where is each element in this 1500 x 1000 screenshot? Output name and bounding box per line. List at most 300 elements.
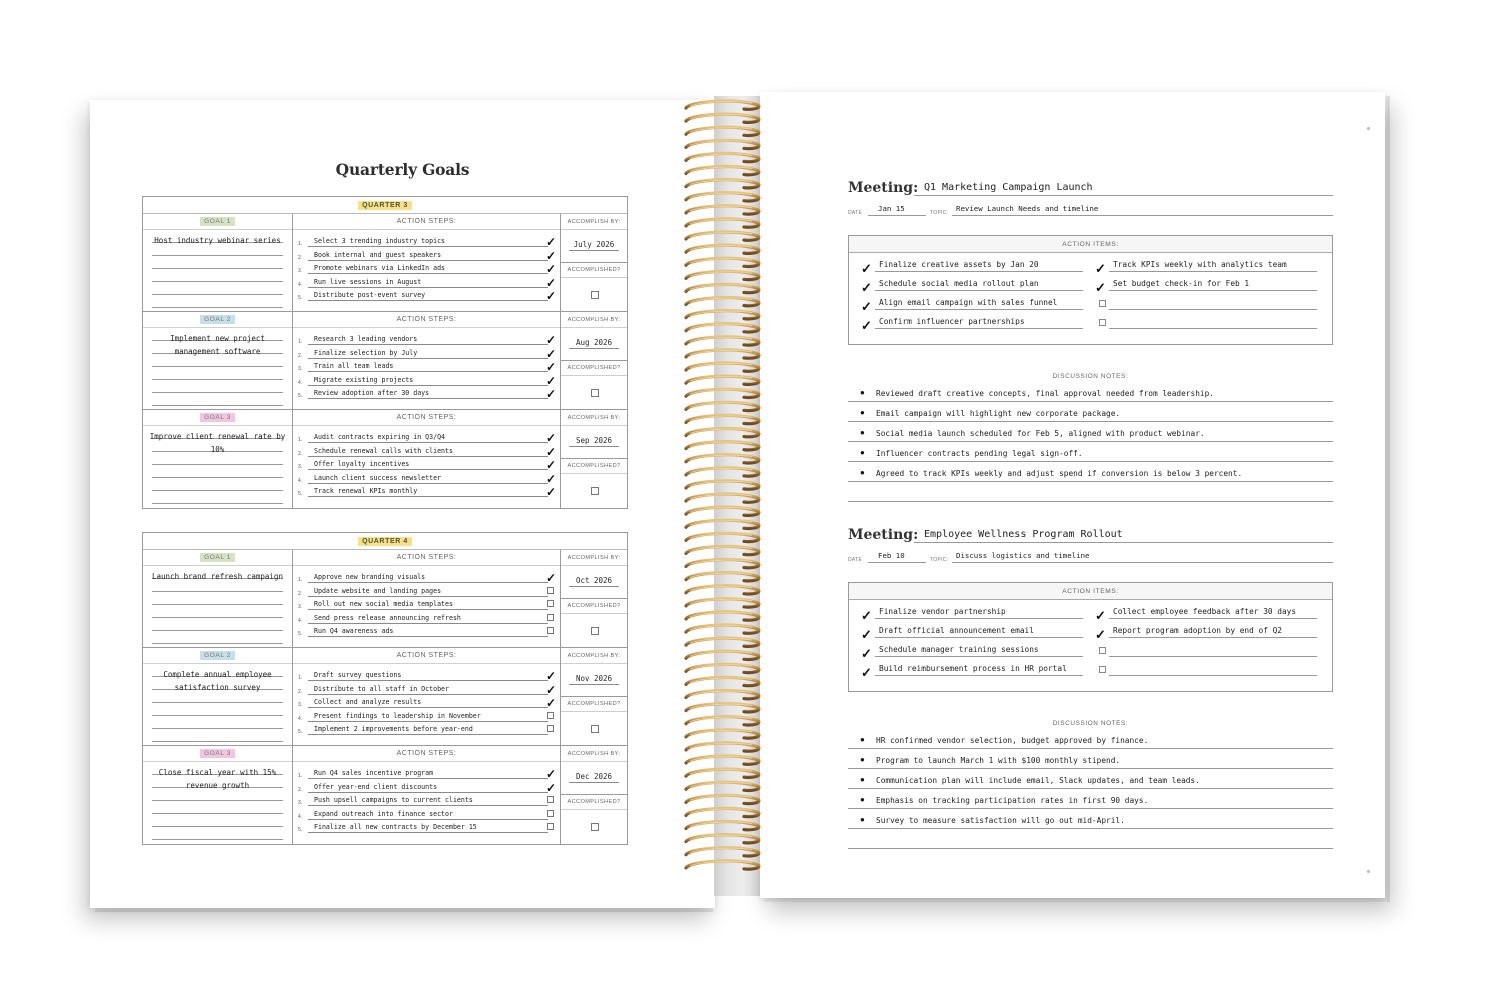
note-text[interactable]: Survey to measure satisfaction will go out mid-April.	[876, 816, 1125, 825]
goal-tag: GOAL 1	[200, 553, 235, 562]
meeting-date[interactable]: Feb 10	[868, 551, 926, 563]
accomplished-checkbox[interactable]	[591, 823, 599, 831]
writing-line	[152, 605, 283, 618]
writing-line	[152, 478, 283, 491]
checkmark-icon[interactable]: ✓	[545, 248, 556, 263]
step-text[interactable]: Offer year-end client discounts	[314, 782, 438, 791]
action-steps-list	[298, 668, 556, 735]
checkmark-icon[interactable]: ✓	[545, 346, 556, 361]
quarterly-goals-page	[90, 100, 715, 908]
step-text[interactable]: Expand outreach into finance sector	[314, 809, 453, 818]
meeting-title[interactable]: Employee Wellness Program Rollout	[914, 529, 1333, 543]
meeting-label: Meeting:	[848, 180, 919, 196]
step-text[interactable]: Draft survey questions	[314, 671, 402, 680]
bullet-icon: ●	[860, 795, 865, 804]
step-text[interactable]: Finalize selection by July	[314, 348, 418, 357]
action-items-box	[848, 235, 1333, 345]
goal-tag: GOAL 3	[200, 749, 235, 758]
action-step	[298, 274, 556, 290]
meeting-notes-page	[760, 92, 1385, 898]
action-checkbox[interactable]	[1099, 666, 1106, 673]
checkmark-icon[interactable]: ✓	[861, 318, 872, 333]
action-item-text[interactable]: Schedule social media rollout plan	[879, 279, 1039, 288]
step-text[interactable]: Migrate existing projects	[314, 375, 414, 384]
writing-line	[152, 380, 283, 393]
note-text[interactable]: HR confirmed vendor selection, budget approved by finance.	[876, 736, 1149, 745]
note-text[interactable]: Program to launch March 1 with $100 monthly stipend.	[876, 756, 1121, 765]
checkmark-icon[interactable]: ✓	[861, 608, 872, 623]
step-text[interactable]: Present findings to leadership in November	[314, 711, 481, 720]
step-checkbox[interactable]	[547, 725, 554, 732]
step-number: 1.	[298, 339, 303, 346]
step-number: 5.	[298, 294, 303, 301]
page-corner-dot	[1367, 870, 1370, 873]
step-text[interactable]: Approve new branding visuals	[314, 573, 426, 582]
goal-column	[143, 214, 293, 311]
accomplished-label: ACCOMPLISHED?	[561, 458, 627, 474]
accomplished-label: ACCOMPLISHED?	[561, 598, 627, 614]
step-text[interactable]: Implement 2 improvements before year-end	[314, 724, 473, 733]
discussion-note	[848, 749, 1333, 769]
discussion-note-blank[interactable]	[848, 829, 1333, 849]
action-item-text[interactable]: Align email campaign with sales funnel	[879, 298, 1058, 307]
action-step	[298, 793, 548, 807]
action-step	[298, 695, 556, 711]
page-corner-dot	[1367, 127, 1370, 130]
accomplish-by-date[interactable]: Oct 2026	[569, 574, 619, 587]
step-text[interactable]: Distribute to all staff in October	[314, 684, 449, 693]
meeting-date[interactable]: Jan 15	[868, 204, 926, 216]
step-number: 5.	[298, 630, 303, 637]
writing-line	[152, 618, 283, 631]
action-step	[298, 779, 556, 795]
step-text[interactable]: Run live sessions in August	[314, 277, 422, 286]
action-steps-header: ACTION STEPS:	[293, 312, 560, 328]
action-item-text[interactable]: Set budget check-in for Feb 1	[1113, 279, 1250, 288]
discussion-note	[848, 809, 1333, 829]
step-checkbox[interactable]	[547, 796, 554, 803]
step-text[interactable]: Distribute post-event survey	[314, 290, 426, 299]
checkmark-icon[interactable]: ✓	[545, 373, 556, 388]
checkmark-icon[interactable]: ✓	[545, 431, 556, 446]
goal-column	[143, 312, 293, 409]
note-text[interactable]: Influencer contracts pending legal sign-off.	[876, 449, 1083, 458]
accomplish-by-label: ACCOMPLISH BY:	[561, 312, 627, 328]
spiral-spine	[714, 96, 762, 896]
goal-tag-wrap	[143, 410, 292, 426]
bullet-icon: ●	[860, 468, 865, 477]
accomplish-by-date[interactable]: Nov 2026	[569, 672, 619, 685]
step-checkbox[interactable]	[547, 823, 554, 830]
action-item-text[interactable]: Build reimbursement process in HR portal	[879, 664, 1067, 673]
step-number: 3.	[298, 464, 303, 471]
discussion-notes-header: DISCUSSION NOTES:	[1052, 720, 1129, 727]
note-text[interactable]: Emphasis on tracking participation rates in first 90 days.	[876, 796, 1149, 805]
action-step	[298, 234, 556, 250]
checkmark-icon[interactable]: ✓	[1095, 280, 1106, 295]
checkmark-icon[interactable]: ✓	[545, 484, 556, 499]
accomplish-by-date[interactable]: Aug 2026	[569, 336, 619, 349]
accomplish-column	[561, 648, 627, 745]
quarter-block	[142, 196, 628, 509]
checkmark-icon[interactable]: ✓	[545, 333, 556, 348]
checkmark-icon[interactable]: ✓	[861, 299, 872, 314]
step-text[interactable]: Update website and landing pages	[314, 586, 442, 595]
action-step	[298, 288, 556, 303]
discussion-note	[848, 382, 1333, 402]
accomplish-by-date[interactable]: July 2026	[569, 238, 619, 251]
writing-line	[152, 592, 283, 605]
action-item-text[interactable]: Finalize vendor partnership	[879, 607, 1006, 616]
step-number: 2.	[298, 352, 303, 359]
checkmark-icon[interactable]: ✓	[861, 261, 872, 276]
action-steps-column	[293, 214, 561, 311]
step-text[interactable]: Run Q4 awareness ads	[314, 626, 394, 635]
checkmark-icon[interactable]: ✓	[861, 627, 872, 642]
step-number: 1.	[298, 241, 303, 248]
writing-line	[152, 282, 283, 295]
accomplish-column	[561, 550, 627, 647]
step-checkbox[interactable]	[547, 712, 554, 719]
action-item-text[interactable]: Track KPIs weekly with analytics team	[1113, 260, 1287, 269]
goal-row	[143, 214, 627, 312]
topic-label: TOPIC:	[930, 210, 949, 216]
step-text[interactable]: Train all team leads	[314, 362, 394, 371]
step-number: 5.	[298, 490, 303, 497]
action-items-header: ACTION ITEMS:	[849, 583, 1332, 600]
step-number: 3.	[298, 366, 303, 373]
goal-row	[143, 746, 627, 844]
discussion-note-blank[interactable]	[848, 482, 1333, 502]
action-item	[1109, 641, 1317, 657]
action-item	[861, 622, 1083, 642]
action-steps-list	[298, 430, 556, 499]
action-step	[298, 610, 548, 624]
goal-row	[143, 550, 627, 648]
step-text[interactable]: Launch client success newsletter	[314, 473, 442, 482]
accomplished-checkbox[interactable]	[591, 627, 599, 635]
step-number: 3.	[298, 800, 303, 807]
checkmark-icon[interactable]: ✓	[1095, 261, 1106, 276]
action-steps-header: ACTION STEPS:	[293, 648, 560, 664]
checkmark-icon[interactable]: ✓	[545, 288, 556, 303]
step-text[interactable]: Promote webinars via LinkedIn ads	[314, 264, 446, 273]
action-step	[298, 570, 556, 586]
checkmark-icon[interactable]: ✓	[545, 360, 556, 375]
accomplished-label: ACCOMPLISHED?	[561, 360, 627, 376]
accomplished-label: ACCOMPLISHED?	[561, 696, 627, 712]
action-item	[1095, 275, 1317, 295]
action-step	[298, 372, 556, 388]
action-item	[1095, 256, 1317, 276]
step-number: 4.	[298, 715, 303, 722]
action-steps-list	[298, 570, 556, 637]
action-steps-header: ACTION STEPS:	[293, 746, 560, 762]
writing-line	[152, 716, 283, 729]
step-number: 5.	[298, 728, 303, 735]
action-item	[861, 294, 1083, 314]
step-number: 1.	[298, 577, 303, 584]
accomplish-column	[561, 410, 627, 508]
action-item-text[interactable]: Draft official announcement email	[879, 626, 1034, 635]
accomplish-by-label: ACCOMPLISH BY:	[561, 410, 627, 426]
action-steps-list	[298, 234, 556, 303]
meeting-label: Meeting:	[848, 527, 919, 543]
writing-line	[152, 801, 283, 814]
meeting-topic[interactable]: Review Launch Needs and timeline	[952, 204, 1333, 216]
quarter-header	[143, 197, 627, 214]
action-step	[298, 386, 556, 401]
action-steps-header: ACTION STEPS:	[293, 214, 560, 230]
action-step	[298, 624, 548, 637]
step-number: 4.	[298, 379, 303, 386]
action-item	[861, 275, 1083, 295]
goal-text[interactable]: Host industry webinar series	[154, 236, 281, 245]
writing-line	[152, 295, 283, 308]
step-text[interactable]: Select 3 trending industry topics	[314, 237, 446, 246]
action-item-text[interactable]: Schedule manager training sessions	[879, 645, 1039, 654]
quarter-block	[142, 532, 628, 845]
step-number: 2.	[298, 254, 303, 261]
note-text[interactable]: Agreed to track KPIs weekly and adjust spend if conversion is below 3 percent.	[876, 469, 1243, 478]
step-text[interactable]: Offer loyalty incentives	[314, 460, 410, 469]
action-step	[298, 443, 556, 459]
discussion-note	[848, 462, 1333, 482]
action-steps-list	[298, 766, 556, 833]
accomplish-column	[561, 746, 627, 844]
quarter-label: QUARTER 3	[358, 201, 412, 210]
goal-text[interactable]: Complete annual employee satisfaction survey	[163, 670, 272, 692]
action-steps-column	[293, 550, 561, 647]
goal-column	[143, 410, 293, 508]
checkmark-icon[interactable]: ✓	[1095, 608, 1106, 623]
step-text[interactable]: Collect and analyze results	[314, 698, 422, 707]
action-item	[1109, 294, 1317, 310]
accomplished-label: ACCOMPLISHED?	[561, 794, 627, 810]
bullet-icon: ●	[860, 775, 865, 784]
goal-column	[143, 550, 293, 647]
goal-tag: GOAL 2	[200, 315, 235, 324]
goal-tag-wrap	[143, 550, 292, 566]
goal-tag: GOAL 1	[200, 217, 235, 226]
accomplished-checkbox[interactable]	[591, 389, 599, 397]
accomplished-checkbox[interactable]	[591, 291, 599, 299]
action-item	[861, 313, 1083, 333]
accomplished-checkbox[interactable]	[591, 487, 599, 495]
date-topic-row	[848, 549, 1333, 563]
step-text[interactable]: Research 3 leading vendors	[314, 335, 418, 344]
checkmark-icon[interactable]: ✓	[1095, 627, 1106, 642]
checkmark-icon[interactable]: ✓	[545, 262, 556, 277]
action-steps-column	[293, 746, 561, 844]
action-item	[861, 603, 1083, 623]
action-item	[1109, 313, 1317, 329]
step-number: 3.	[298, 268, 303, 275]
step-number: 1.	[298, 675, 303, 682]
checkmark-icon[interactable]: ✓	[545, 571, 556, 586]
step-checkbox[interactable]	[547, 600, 554, 607]
action-steps-column	[293, 648, 561, 745]
action-item	[861, 256, 1083, 276]
bullet-icon: ●	[860, 755, 865, 764]
action-step	[298, 457, 556, 473]
goal-text[interactable]: Implement new project management software	[170, 334, 265, 356]
discussion-note	[848, 442, 1333, 462]
note-text[interactable]: Email campaign will highlight new corporate package.	[876, 409, 1121, 418]
goal-row	[143, 648, 627, 746]
topic-label: TOPIC:	[930, 557, 949, 563]
checkmark-icon[interactable]: ✓	[545, 767, 556, 782]
action-steps-column	[293, 312, 561, 409]
step-checkbox[interactable]	[547, 587, 554, 594]
goal-tag-wrap	[143, 214, 292, 230]
writing-line	[152, 703, 283, 716]
action-step	[298, 668, 556, 684]
action-item	[861, 641, 1083, 661]
action-step	[298, 430, 556, 446]
step-number: 4.	[298, 477, 303, 484]
action-step	[298, 722, 548, 735]
writing-line	[152, 814, 283, 827]
goal-row	[143, 410, 627, 508]
checkmark-icon[interactable]: ✓	[545, 444, 556, 459]
checkmark-icon[interactable]: ✓	[545, 386, 556, 401]
step-text[interactable]: Review adoption after 30 days	[314, 388, 430, 397]
checkmark-icon[interactable]: ✓	[861, 665, 872, 680]
checkmark-icon[interactable]: ✓	[545, 780, 556, 795]
goal-tag: GOAL 3	[200, 413, 235, 422]
step-text[interactable]: Run Q4 sales incentive program	[314, 769, 434, 778]
action-checkbox[interactable]	[1099, 319, 1106, 326]
accomplished-label: ACCOMPLISHED?	[561, 262, 627, 278]
step-text[interactable]: Schedule renewal calls with clients	[314, 446, 453, 455]
meeting-title-row	[848, 176, 1333, 196]
action-item	[1095, 622, 1317, 642]
bullet-icon: ●	[860, 408, 865, 417]
bullet-icon: ●	[860, 815, 865, 824]
accomplish-by-label: ACCOMPLISH BY:	[561, 214, 627, 230]
page-title: Quarterly Goals	[335, 160, 470, 179]
writing-line	[152, 393, 283, 406]
goal-text[interactable]: Close fiscal year with 15% revenue growth	[158, 768, 277, 790]
goal-tag-wrap	[143, 746, 292, 762]
writing-line	[152, 491, 283, 504]
checkmark-icon[interactable]: ✓	[545, 471, 556, 486]
goal-text[interactable]: Launch brand refresh campaign	[152, 572, 283, 581]
step-text[interactable]: Push upsell campaigns to current clients	[314, 796, 473, 805]
action-step	[298, 597, 548, 611]
note-text[interactable]: Social media launch scheduled for Feb 5, aligned with product webinar.	[876, 429, 1205, 438]
writing-line	[152, 827, 283, 840]
action-step	[298, 681, 556, 697]
accomplish-by-date[interactable]: Sep 2026	[569, 434, 619, 447]
note-text[interactable]: Communication plan will include email, Slack updates, and team leads.	[876, 776, 1200, 785]
note-text[interactable]: Reviewed draft creative concepts, final approval needed from leadership.	[876, 389, 1214, 398]
step-number: 3.	[298, 702, 303, 709]
action-step	[298, 359, 556, 375]
action-checkbox[interactable]	[1099, 647, 1106, 654]
writing-line	[152, 256, 283, 269]
discussion-note	[848, 402, 1333, 422]
step-checkbox[interactable]	[547, 614, 554, 621]
date-topic-row	[848, 202, 1333, 216]
step-text[interactable]: Roll out new social media templates	[314, 600, 453, 609]
step-checkbox[interactable]	[547, 810, 554, 817]
accomplish-by-label: ACCOMPLISH BY:	[561, 648, 627, 664]
action-item	[1095, 603, 1317, 623]
action-steps-header: ACTION STEPS:	[293, 550, 560, 566]
action-items-box	[848, 582, 1333, 692]
step-text[interactable]: Audit contracts expiring in Q3/Q4	[314, 433, 446, 442]
checkmark-icon[interactable]: ✓	[545, 275, 556, 290]
action-checkbox[interactable]	[1099, 300, 1106, 307]
step-number: 4.	[298, 281, 303, 288]
goal-tag: GOAL 2	[200, 651, 235, 660]
writing-line	[152, 465, 283, 478]
quarter-header	[143, 533, 627, 550]
goal-row	[143, 312, 627, 410]
writing-line	[152, 367, 283, 380]
step-number: 2.	[298, 786, 303, 793]
checkmark-icon[interactable]: ✓	[861, 280, 872, 295]
writing-line	[152, 631, 283, 644]
accomplished-checkbox[interactable]	[591, 725, 599, 733]
discussion-note	[848, 729, 1333, 749]
checkmark-icon[interactable]: ✓	[545, 235, 556, 250]
step-number: 4.	[298, 813, 303, 820]
checkmark-icon[interactable]: ✓	[545, 458, 556, 473]
step-number: 1.	[298, 773, 303, 780]
goal-tag-wrap	[143, 648, 292, 664]
action-step	[298, 708, 548, 722]
goal-tag-wrap	[143, 312, 292, 328]
step-number: 1.	[298, 437, 303, 444]
goal-text[interactable]: Improve client renewal rate by 10%	[149, 432, 286, 454]
step-checkbox[interactable]	[547, 627, 554, 634]
checkmark-icon[interactable]: ✓	[861, 646, 872, 661]
action-item-text[interactable]: Finalize creative assets by Jan 20	[879, 260, 1039, 269]
accomplish-by-label: ACCOMPLISH BY:	[561, 746, 627, 762]
checkmark-icon[interactable]: ✓	[545, 696, 556, 711]
action-step	[298, 345, 556, 361]
accomplish-by-label: ACCOMPLISH BY:	[561, 550, 627, 566]
step-text[interactable]: Book internal and guest speakers	[314, 250, 442, 259]
action-item-text[interactable]: Confirm influencer partnerships	[879, 317, 1025, 326]
action-item-text[interactable]: Collect employee feedback after 30 days	[1113, 607, 1297, 616]
date-label: DATE	[848, 557, 863, 563]
action-step	[298, 470, 556, 486]
discussion-note	[848, 789, 1333, 809]
bullet-icon: ●	[860, 735, 865, 744]
checkmark-icon[interactable]: ✓	[545, 682, 556, 697]
step-text[interactable]: Finalize all new contracts by December 15	[314, 822, 477, 831]
bullet-icon: ●	[860, 448, 865, 457]
step-number: 3.	[298, 604, 303, 611]
checkmark-icon[interactable]: ✓	[545, 669, 556, 684]
discussion-note	[848, 769, 1333, 789]
meeting-topic[interactable]: Discuss logistics and timeline	[952, 551, 1333, 563]
quarter-label: QUARTER 4	[358, 537, 412, 546]
date-label: DATE	[848, 210, 863, 216]
action-step	[298, 261, 556, 277]
accomplish-column	[561, 312, 627, 409]
meeting-title[interactable]: Q1 Marketing Campaign Launch	[914, 182, 1333, 196]
step-text[interactable]: Send press release announcing refresh	[314, 613, 461, 622]
step-text[interactable]: Track renewal KPIs monthly	[314, 486, 418, 495]
action-step	[298, 332, 556, 348]
action-item-text[interactable]: Report program adoption by end of Q2	[1113, 626, 1282, 635]
accomplish-by-date[interactable]: Dec 2026	[569, 770, 619, 783]
